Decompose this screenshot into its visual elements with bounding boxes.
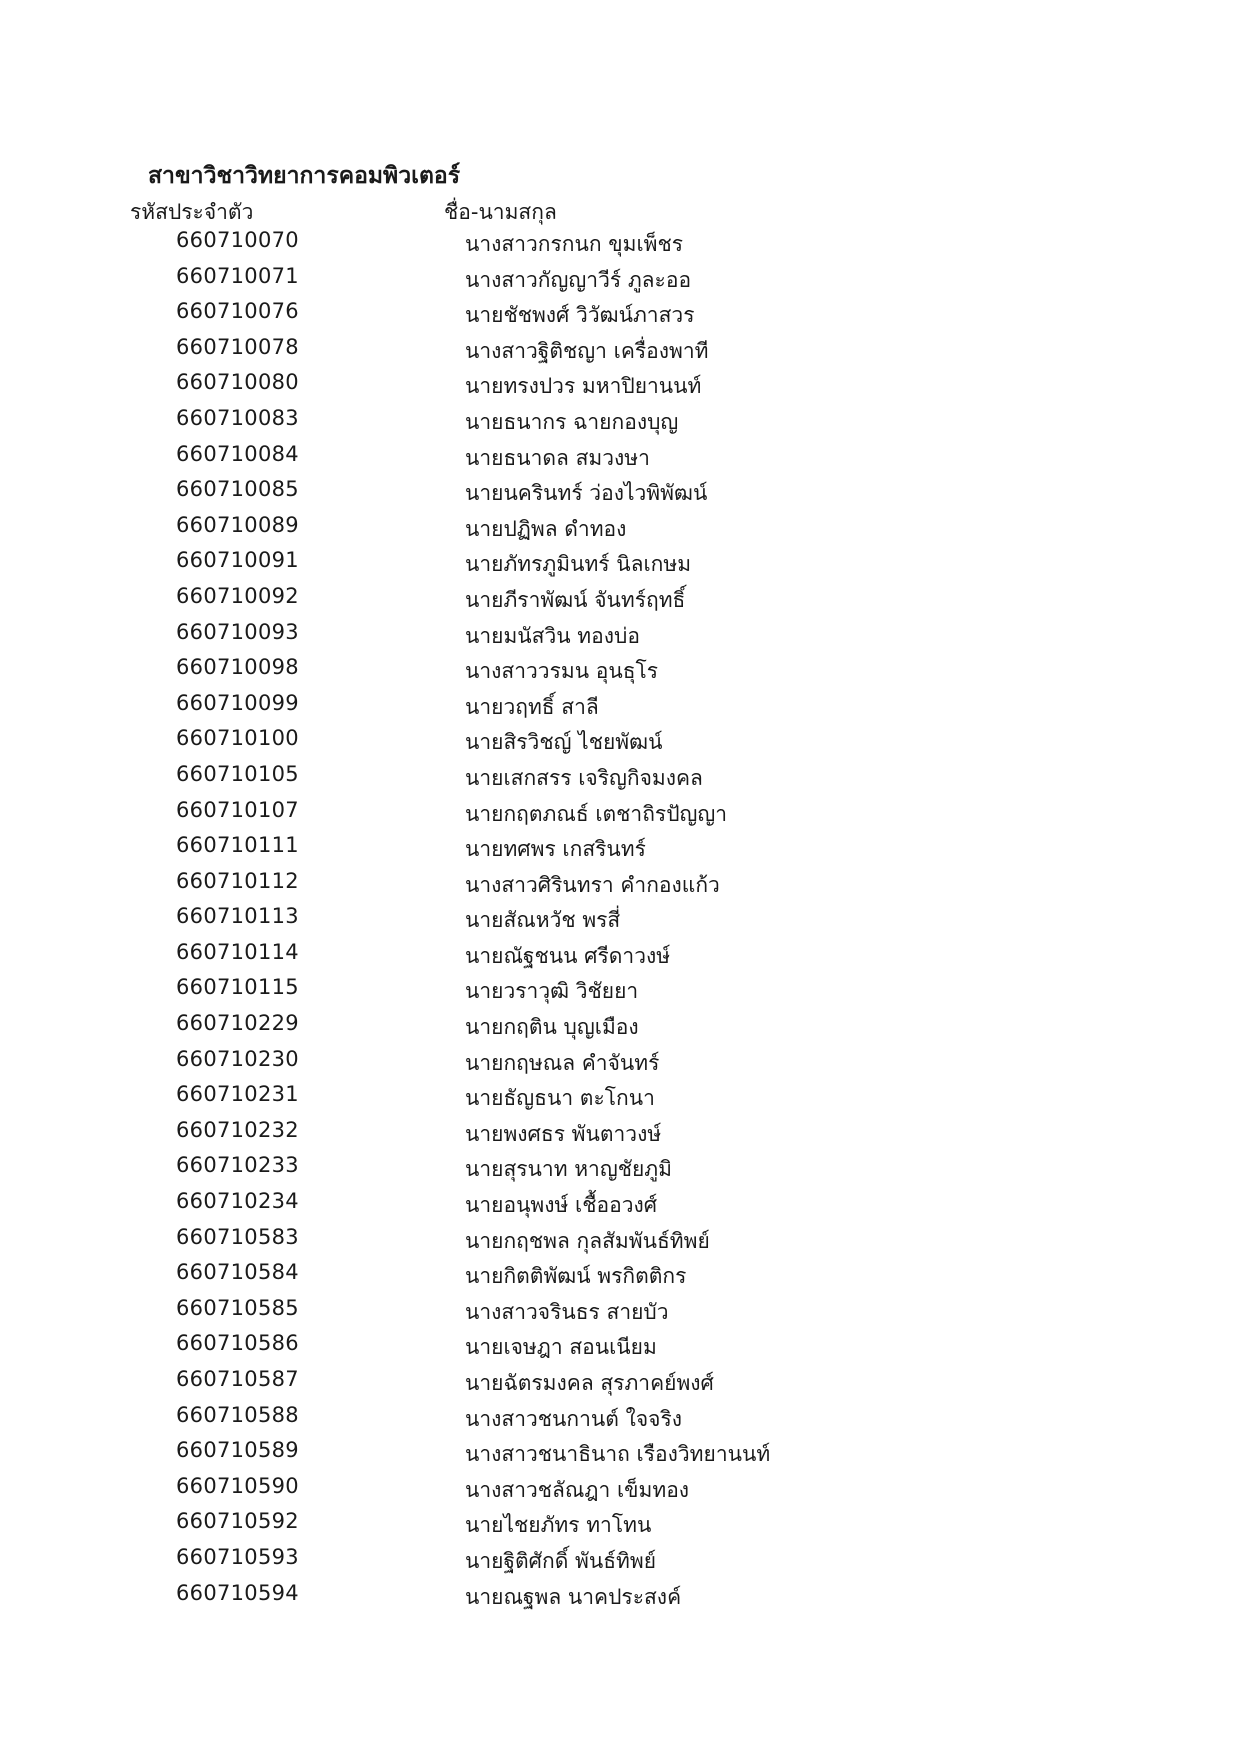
student-row <box>0 1011 1239 1047</box>
student-row <box>0 798 1239 834</box>
student-row <box>0 264 1239 300</box>
student-name: นายมนัสวิน ทองบ่อ <box>465 623 640 648</box>
student-name: นายวราวุฒิ วิชัยยา <box>465 979 639 1004</box>
student-id: 660710586 <box>176 1331 299 1356</box>
student-name: นายพงศธร พันตาวงษ์ <box>465 1121 662 1146</box>
student-name: นายธัญธนา ตะโกนา <box>465 1086 655 1111</box>
student-row <box>0 442 1239 478</box>
student-row <box>0 1581 1239 1617</box>
student-row <box>0 548 1239 584</box>
student-name: นายชัชพงศ์ วิวัฒน์ภาสวร <box>465 303 695 328</box>
student-row <box>0 1296 1239 1332</box>
student-name: นางสาวฐิติชญา เครื่องพาที <box>465 338 709 363</box>
student-row <box>0 1225 1239 1261</box>
student-row <box>0 1403 1239 1439</box>
student-row <box>0 762 1239 798</box>
student-row <box>0 584 1239 620</box>
student-list <box>0 228 1239 1616</box>
student-id: 660710594 <box>176 1580 299 1605</box>
student-name: นายทรงปวร มหาปิยานนท์ <box>465 374 702 399</box>
student-name: นายณัฐชนน ศรีดาวงษ์ <box>465 943 671 968</box>
student-row <box>0 1509 1239 1545</box>
student-row <box>0 1331 1239 1367</box>
student-id: 660710583 <box>176 1224 299 1249</box>
student-name: นางสาวจรินธร สายบัว <box>465 1299 669 1324</box>
student-id: 660710111 <box>176 833 299 858</box>
student-id: 660710100 <box>176 726 299 751</box>
student-name: นายกฤชพล กุลสัมพันธ์ทิพย์ <box>465 1228 710 1253</box>
student-name: นายกิตติพัฒน์ พรกิตติกร <box>465 1264 687 1289</box>
student-id: 660710593 <box>176 1544 299 1569</box>
student-id: 660710585 <box>176 1295 299 1320</box>
student-row <box>0 869 1239 905</box>
student-name: นางสาววรมน อุนธุโร <box>465 659 659 684</box>
student-name: นายธนาดล สมวงษา <box>465 445 650 470</box>
student-id: 660710592 <box>176 1509 299 1534</box>
student-name: นายเจษฎา สอนเนียม <box>465 1335 657 1360</box>
student-id: 660710098 <box>176 655 299 680</box>
student-row <box>0 299 1239 335</box>
student-row <box>0 691 1239 727</box>
student-name: นายภัทรภูมินทร์ นิลเกษม <box>465 552 692 577</box>
student-id: 660710093 <box>176 619 299 644</box>
student-name: นายกฤษณล คำจันทร์ <box>465 1050 660 1075</box>
student-row <box>0 904 1239 940</box>
student-name: นายนครินทร์ ว่องไวพิพัฒน์ <box>465 481 708 506</box>
student-name: นายกฤติน บุญเมือง <box>465 1015 639 1040</box>
student-id: 660710232 <box>176 1117 299 1142</box>
student-name: นายวฤทธิ์ สาลี <box>465 694 599 719</box>
student-id: 660710115 <box>176 975 299 1000</box>
student-id: 660710091 <box>176 548 299 573</box>
student-name: นายสิรวิชญ์ ไชยพัฒน์ <box>465 730 663 755</box>
student-name: นายเสกสรร เจริญกิจมงคล <box>465 765 703 790</box>
student-id: 660710099 <box>176 690 299 715</box>
student-id: 660710084 <box>176 441 299 466</box>
student-name: นายทศพร เกสรินทร์ <box>465 837 646 862</box>
student-name: นางสาวกัญญาวีร์ ภูละออ <box>465 267 692 292</box>
student-id: 660710588 <box>176 1402 299 1427</box>
student-name: นายภีราพัฒน์ จันทร์ฤทธิ์ <box>465 587 686 612</box>
student-name: นางสาวชลัณฎา เข็มทอง <box>465 1477 690 1502</box>
student-name: นายฐิติศักดิ์ พันธ์ทิพย์ <box>465 1548 657 1573</box>
student-row <box>0 335 1239 371</box>
student-row <box>0 620 1239 656</box>
student-id: 660710107 <box>176 797 299 822</box>
student-name: นายอนุพงษ์ เชื้ออวงศ์ <box>465 1193 658 1218</box>
student-id: 660710070 <box>176 228 299 252</box>
student-name: นายไชยภัทร ทาโทน <box>465 1513 652 1538</box>
department-heading: สาขาวิชาวิทยาการคอมพิวเตอร์ <box>148 163 461 189</box>
student-name: นางสาวกรกนก ขุมเพ็ชร <box>465 232 684 256</box>
student-row <box>0 1189 1239 1225</box>
student-id: 660710234 <box>176 1189 299 1214</box>
student-row <box>0 406 1239 442</box>
student-name: นางสาวชนกานต์ ใจจริง <box>465 1406 682 1431</box>
student-row <box>0 1367 1239 1403</box>
student-id: 660710080 <box>176 370 299 395</box>
student-id: 660710112 <box>176 868 299 893</box>
student-id: 660710587 <box>176 1367 299 1391</box>
student-id: 660710114 <box>176 939 299 964</box>
student-row <box>0 1545 1239 1581</box>
student-row <box>0 975 1239 1011</box>
student-id: 660710233 <box>176 1153 299 1178</box>
full-name-column-header: ชื่อ-นามสกุล <box>444 200 557 224</box>
student-id: 660710085 <box>176 477 299 502</box>
student-row <box>0 1438 1239 1474</box>
student-id: 660710078 <box>176 334 299 359</box>
student-row <box>0 726 1239 762</box>
student-row <box>0 228 1239 264</box>
student-id: 660710076 <box>176 299 299 324</box>
student-row <box>0 1153 1239 1189</box>
student-id: 660710083 <box>176 405 299 430</box>
student-name: นายสัณหวัช พรสี่ <box>465 908 621 933</box>
student-row <box>0 370 1239 406</box>
student-row <box>0 1082 1239 1118</box>
student-row <box>0 1474 1239 1510</box>
student-id: 660710229 <box>176 1011 299 1036</box>
student-row <box>0 1118 1239 1154</box>
student-name: นายฉัตรมงคล สุรภาคย์พงศ์ <box>465 1371 714 1395</box>
student-id: 660710113 <box>176 904 299 929</box>
student-row <box>0 513 1239 549</box>
student-id: 660710584 <box>176 1260 299 1285</box>
student-id: 660710231 <box>176 1082 299 1107</box>
student-id: 660710071 <box>176 263 299 288</box>
student-id: 660710589 <box>176 1438 299 1463</box>
student-row <box>0 477 1239 513</box>
student-row <box>0 1047 1239 1083</box>
student-id-column-header: รหัสประจำตัว <box>130 200 254 224</box>
student-row <box>0 940 1239 976</box>
student-name: นายสุรนาท หาญชัยภูมิ <box>465 1157 672 1182</box>
student-row <box>0 833 1239 869</box>
student-id: 660710590 <box>176 1473 299 1498</box>
student-id: 660710092 <box>176 583 299 608</box>
student-id: 660710230 <box>176 1046 299 1071</box>
student-row <box>0 1260 1239 1296</box>
student-row <box>0 655 1239 691</box>
student-id: 660710089 <box>176 512 299 537</box>
student-name: นางสาวศิรินทรา คำกองแก้ว <box>465 872 720 897</box>
student-name: นายปฏิพล ดำทอง <box>465 516 627 541</box>
student-name: นายกฤตภณธ์ เตชาถิรปัญญา <box>465 801 728 826</box>
student-id: 660710105 <box>176 761 299 786</box>
student-name: นางสาวชนาธินาถ เรืองวิทยานนท์ <box>465 1442 771 1467</box>
student-name: นายณฐพล นาคประสงค์ <box>465 1584 682 1609</box>
student-name: นายธนากร ฉายกองบุญ <box>465 409 679 434</box>
